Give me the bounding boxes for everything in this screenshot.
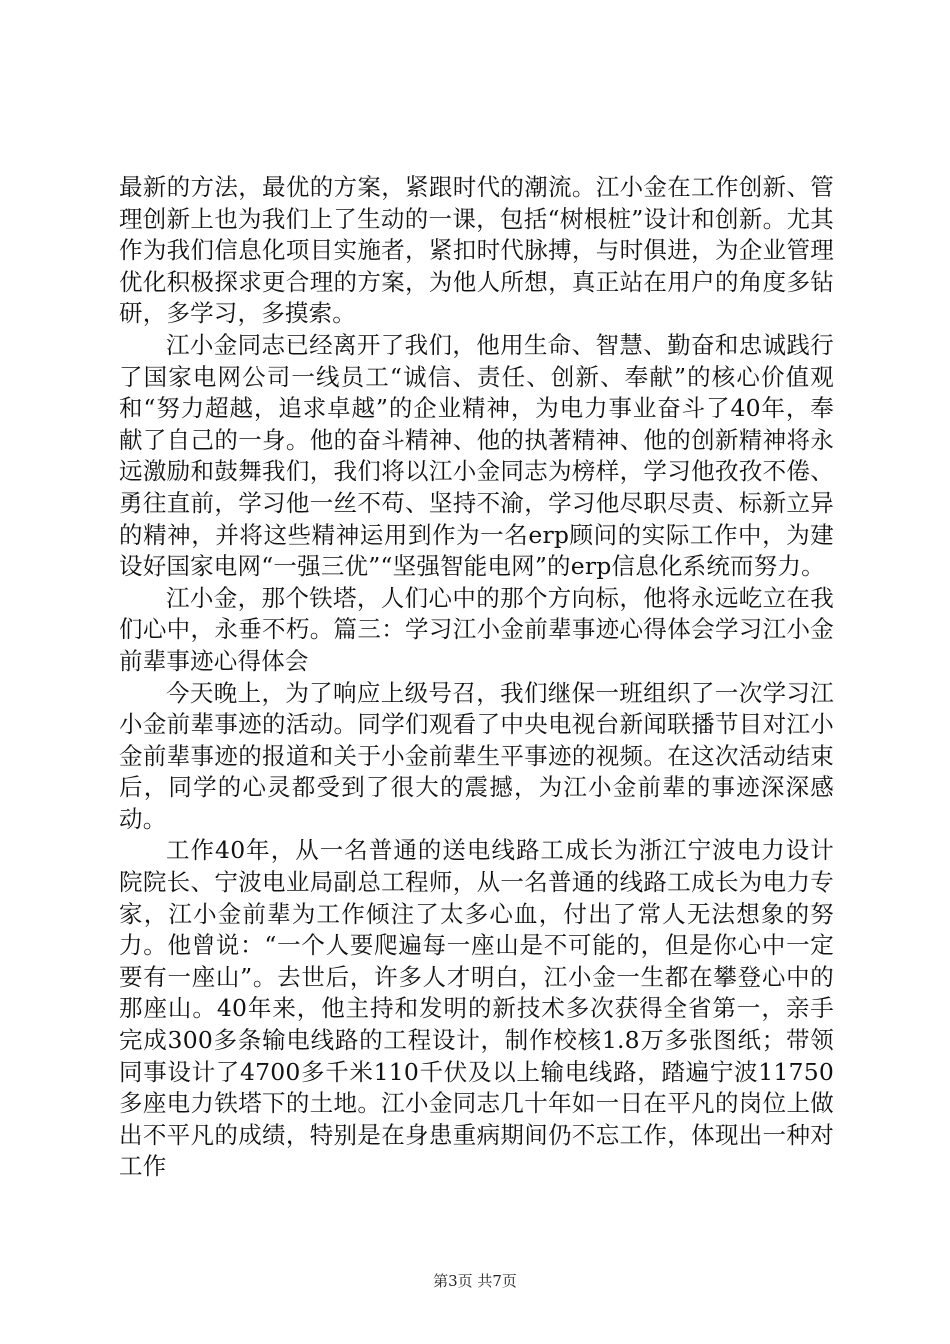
paragraph-2: 江小金同志已经离开了我们，他用生命、智慧、勤奋和忠诚践行了国家电网公司一线员工“诚信、责任、创新、奉献”的核心价值观和“努力超越，追求卓越”的企业精神，为电力事业奋斗了40年，奉献了自己的一身。他的奋斗精神、他的执著精神、他的创新精神将永远激励和鼓舞我们，我们将以江小金同志为榜样，学习他孜孜不倦、勇往直前，学习他一丝不苟、坚持不渝，学习他尽职尽责、标新立异的精神，并将这些精神运用到作为一名erp顾问的实际工作中，为建设好国家电网“一强三优”“坚强智能电网”的erp信息化系统而努力。 [119, 330, 834, 581]
paragraph-1: 最新的方法，最优的方案，紧跟时代的潮流。江小金在工作创新、管理创新上也为我们上了生动的一课，包括“树根桩”设计和创新。尤其作为我们信息化项目实施者，紧扣时代脉搏，与时俱进，为企业管理优化积极探求更合理的方案，为他人所想，真正站在用户的角度多钻研，多学习，多摸索。 [119, 173, 834, 328]
paragraph-3: 江小金，那个铁塔，人们心中的那个方向标，他将永远屹立在我们心中，永垂不朽。篇三：学习江小金前辈事迹心得体会学习江小金前辈事迹心得体会 [119, 583, 834, 675]
document-body [119, 172, 834, 1183]
page-footer: 第3页 共7页 [433, 1272, 517, 1290]
paragraph-4: 今天晚上，为了响应上级号召，我们继保一班组织了一次学习江小金前辈事迹的活动。同学们观看了中央电视台新闻联播节目对江小金前辈事迹的报道和关于小金前辈生平事迹的视频。在这次活动结束后，同学的心灵都受到了很大的震撼，为江小金前辈的事迹深深感动。 [119, 678, 834, 833]
paragraph-5: 工作40年，从一名普通的送电线路工成长为浙江宁波电力设计院院长、宁波电业局副总工程师，从一名普通的线路工成长为电力专家，江小金前辈为工作倾注了太多心血，付出了常人无法想象的努力。他曾说：“一个人要爬遍每一座山是不可能的，但是你心中一定要有一座山”。去世后，许多人才明白，江小金一生都在攀登心中的那座山。40年来，他主持和发明的新技术多次获得全省第一，亲手完成300多条输电线路的工程设计，制作校核1.8万多张图纸；带领同事设计了4700多千米110千伏及以上输电线路，踏遍宁波11750多座电力铁塔下的土地。江小金同志几十年如一日在平凡的岗位上做出不平凡的成绩，特别是在身患重病期间仍不忘工作，体现出一种对工作 [119, 836, 834, 1181]
